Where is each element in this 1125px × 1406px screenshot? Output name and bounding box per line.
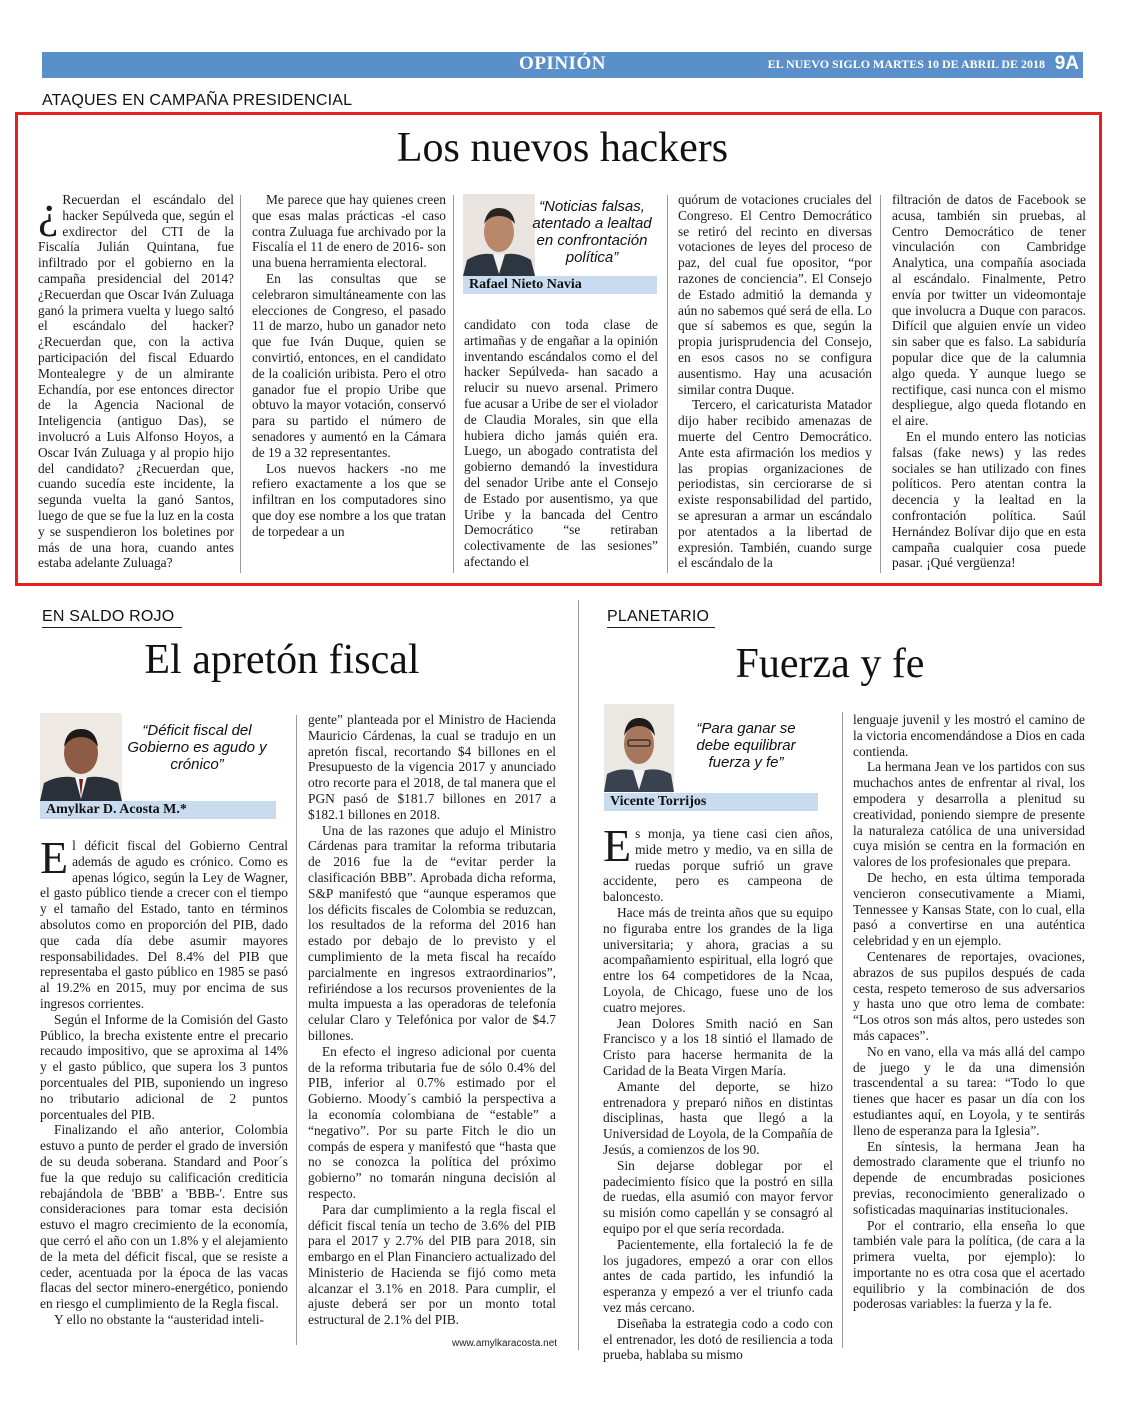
author-website: www.amylkaracosta.net — [452, 1338, 558, 1349]
paragraph: Tercero, el caricaturista Matador dijo haber recibido amenazas de muerte del Centro Democrático. Ante esta afirmación los medios y las propias organizaciones de periodistas, sin cerciorarse de si existe responsabilidad del partido, se apresuran a armar un escándalo por atentados a la libertad de expresión. También, cuando surge el escándalo de la — [678, 397, 872, 571]
paragraph: Amante del deporte, se hizo entrenadora y preparó niños en distintas disciplinas, hasta que llegó a la Universidad de Loyola, de la Compañía de Jesús, a comienzos de los 90. — [603, 1078, 833, 1157]
paragraph: Diseñaba la estrategia codo a codo con el entrenador, les dotó de resiliencia a toda prueba, hablaba su mismo — [603, 1315, 833, 1363]
paragraph: En efecto el ingreso adicional por cuenta de la reforma tributaria fue de sólo 0.4% del PIB, inferior al 0.7% estimado por el Gobierno. Moody´s cambió la perspectiva a la economía colombiana de “estable” a “negativo”. Por su parte Fitch le dio un compás de espera y manifestó que “hasta que no se conozca la política del próximo gobierno” no tomarán ninguna decisión al respecto. — [308, 1043, 556, 1201]
paragraph: No en vano, ella va más allá del campo de juego y le da una dimensión trascendental a su tarea: “Todo lo que tienes que hacer es pasar un día con los estudiantes aquí, en Loyola, y te sentirás lleno de esperanza para la Iglesia”. — [853, 1043, 1085, 1138]
article2-title: El apretón fiscal — [144, 637, 420, 683]
author-portrait-icon — [604, 704, 674, 792]
article3-column-1 — [603, 820, 833, 1363]
article2-dropcap: E — [40, 832, 69, 883]
article1-column-4 — [678, 192, 872, 571]
section-title: OPINIÓN — [519, 53, 606, 74]
column-divider — [240, 195, 241, 573]
paragraph: Centenares de reportajes, ovaciones, abrazos de sus pupilos después de cada cesta, respeto temeroso de sus adversarios y hasta uno que otro lema de combate: “Los otros son más altos, pero ustedes son más capaces”. — [853, 948, 1085, 1043]
article1-title: Los nuevos hackers — [396, 125, 729, 171]
author-photo-torrijos — [604, 704, 674, 792]
paragraph: En síntesis, la hermana Jean ha demostrado claramente que el triunfo no depende de encumbradas posiciones previas, reconocimiento generalizado o sofisticadas maquinarias institucionales. — [853, 1138, 1085, 1217]
article2-author: Amylkar D. Acosta M.* — [40, 801, 276, 819]
article1-kicker: ATAQUES EN CAMPAÑA PRESIDENCIAL — [42, 92, 353, 109]
paragraph: Finalizando el año anterior, Colombia estuvo a punto de perder el grado de inversión de su deuda soberana. Standard and Poor´s fue la que redujo su calificación crediticia rebajándola de 'BBB' a 'BBB-'. Entre sus consideraciones para tomar esta decisión estuvo el magro crecimiento de la economía, que cerró el año con un 1.8% y el alejamiento de la meta del déficit fiscal, que se resiste a ceder, acentuada por la época de las vacas flacas del sector minero-energético, poniendo en riesgo el cumplimiento de la Regla fiscal. — [40, 1122, 288, 1312]
article2-column-1 — [40, 832, 288, 1328]
article1-pull-quote: “Noticias falsas, atentado a lealtad en confrontación política” — [532, 198, 652, 266]
column-divider — [842, 712, 843, 1348]
author-portrait-icon — [463, 194, 535, 276]
column-divider — [667, 195, 668, 573]
author-photo-nieto — [463, 194, 535, 276]
article3-title: Fuerza y fe — [735, 641, 925, 687]
article3-pull-quote: “Para ganar se debe equilibrar fuerza y fe” — [696, 720, 796, 771]
paragraph: lenguaje juvenil y les mostró el camino de la victoria encomendándose a Dios en cada contienda. — [853, 712, 1085, 759]
paragraph: Para dar cumplimiento a la regla fiscal el déficit fiscal tenía un techo de 3.6% del PIB para el 2017 y 2.7% del PIB para 2018, sin embargo en el Plan Financiero actualizado del Ministerio de Hacienda se fijó como meta alcanzar el 3.1% en 2018. Para cumplir, el ajuste deberá ser por un monto total estructural de 2.1% del PIB. — [308, 1201, 556, 1328]
article3-author: Vicente Torrijos — [604, 793, 818, 811]
column-divider — [880, 195, 881, 573]
article3-col1-text: s monja, ya tiene casi cien años, mide metro y medio, va en silla de ruedas porque sufrió un grave accidente, pero es campeona de baloncesto. — [603, 826, 833, 905]
paragraph: En el mundo entero las noticias falsas (fake news) y las redes sociales se han utilizado con fines políticos. Pero atentan contra la decencia y la lealtad en la confrontación política. Saúl Hernández Bolívar dijo que en esta campaña cualquier cosa puede pasar. ¡Qué vergüenza! — [892, 428, 1086, 571]
paragraph: La hermana Jean ve los partidos con sus muchachos antes de enfrentar al rival, los empodera y desarrolla a plenitud su creatividad, poniendo siempre de presente la naturaleza católica de una universidad cuya misión se centra en la formación en valores de los profesionales que prepara. — [853, 759, 1085, 870]
article2-pull-quote: “Déficit fiscal del Gobierno es agudo y crónico” — [127, 722, 267, 773]
article2-kicker: EN SALDO ROJO — [42, 608, 175, 625]
paragraph: Pacientemente, ella fortaleció la fe de los jugadores, empezó a orar con ellos antes de cada partido, les infundió la esperanza y empezó a ver el triunfo cada vez más cercano. — [603, 1236, 833, 1315]
article3-column-2 — [853, 712, 1085, 1312]
page-number: 9A — [1054, 53, 1079, 74]
paragraph: Los nuevos hackers -no me refiero exactamente a los que se infiltran en los computadores sino que doy ese nombre a los que tratan de torpedear a un — [252, 460, 446, 539]
article1-column-3 — [464, 317, 658, 570]
article3-kicker: PLANETARIO — [607, 608, 710, 625]
paragraph: gente” planteada por el Ministro de Hacienda Mauricio Cárdenas, la cual se tradujo en un apretón fiscal, recortando $4 billones en el Presupuesto de la vigencia 2017 y anunciado otro recorte para el 2018, de tal manera que el PGN pasó de $181.7 billones en 2017 a $182.1 billones en 2018. — [308, 712, 556, 822]
paragraph: De hecho, en esta última temporada vencieron consecutivamente a Miami, Tennessee y Kansas State, con lo cual, ella pasó a convertirse en una auténtica celebridad y en un ejemplo. — [853, 869, 1085, 949]
article1-column-5 — [892, 192, 1086, 571]
section-divider — [578, 600, 579, 1350]
article3-dropcap: E — [603, 820, 632, 871]
paragraph: candidato con toda clase de artimañas y de engañar a la opinión inventando escándalos como el del hacker Sepúlveda- han sacado a relucir su nuevo arsenal. Primero fue acusar a Uribe de ser el violador de Claudia Morales, sin que ella hubiera dicho jamás quién era. Luego, un abogado contratista del gobierno demandó la investidura del senador Uribe ante el Consejo de Estado por ausentismo, ya que Uribe y la bancada del Centro Democrático “se retiraban colectivamente de las sesiones” afectando el — [464, 317, 658, 569]
newspaper-date: EL NUEVO SIGLO MARTES 10 DE ABRIL DE 2018 — [767, 57, 1045, 71]
article1-col1-text: Recuerdan el escándalo del hacker Sepúlveda que, según el exdirector del CTI de la Fiscalía Julián Quintana, fue infiltrado por el gobierno en la campaña presidencial del 2014? ¿Recuerdan que Oscar Iván Zuluaga ganó la primera vuelta y luego saltó el escándalo del hacker? ¿Recuerdan que, con la activa participación del fiscal Eduardo Montealegre y de un almirante Echandía, por ese entonces director de la Agencia Nacional de Inteligencia (antiguo Das), se involucró a Luis Alfonso Hoyos, a Oscar Iván Zuluaga y al propio hijo del candidato? ¿Recuerdan que, cuando sucedía este incidente, la segunda vuelta la ganó Santos, luego de que se fue la luz en la costa y se suspendieron los boletines por más de una hora, cuando antes estaba adelante Zuluaga? — [38, 192, 234, 571]
article1-column-2 — [252, 192, 446, 540]
paragraph: quórum de votaciones cruciales del Congreso. El Centro Democrático se retiró del recinto en diversas votaciones de leyes del proceso de paz, del cual fue opositor, “por razones de conciencia”. El Consejo de Estado admitió la demanda y aún no sabemos qué será de ella. Lo que sí sabemos es que, según la propia jurisprudencia del Consejo, en esos casos no se configura ausentismo. Hay una acusación similar contra Duque. — [678, 192, 872, 397]
column-divider — [296, 715, 297, 1345]
paragraph: Según el Informe de la Comisión del Gasto Público, la brecha existente entre el precario recaudo impositivo, que se aproxima al 14% y el gasto público, que supera los 3 puntos porcentuales del PIB, suponiendo un ingreso no tributario adicional de 2 puntos porcentuales del PIB. — [40, 1011, 288, 1122]
paragraph: En las consultas que se celebraron simultáneamente con las elecciones de Congreso, el pasado 11 de marzo, hubo un ganador neto que fue Iván Duque, quien se convirtió, entonces, en el candidato de la coalición uribista. Pero el otro ganador fue el propio Uribe que obtuvo la mayor votación, conservó para su partido el número de senadores y aumentó en la Cámara de 19 a 32 representantes. — [252, 270, 446, 460]
article2-column-2 — [308, 712, 556, 1328]
author-portrait-icon — [40, 713, 122, 801]
page-header-bar — [42, 52, 1083, 78]
paragraph: filtración de datos de Facebook se acusa, también sin pruebas, al Centro Democrático de tener vinculación con Cambridge Analytica, una compañía asociada al escándalo. Finalmente, Petro envía por twitter un videomontaje que involucra a Duque con paracos. Difícil que alguien envíe un video sin saber que es falso. La sabiduría popular dice que de la calumnia algo queda. Y aunque luego se rectifique, casi nunca con el mismo despliegue, algo queda flotando en el aire. — [892, 192, 1086, 429]
paragraph: Sin dejarse doblegar por el padecimiento físico que la postró en silla de ruedas, ella asumió con mayor fervor su misión como capellán y se consagró al equipo por el que sería recordada. — [603, 1157, 833, 1236]
article2-kicker-rule — [42, 627, 182, 628]
article3-kicker-rule — [607, 627, 715, 628]
paragraph: Me parece que hay quienes creen que esas malas prácticas -el caso contra Zuluaga fue archivado por la Fiscalía el 11 de enero de 2016- son una buena herramienta electoral. — [252, 192, 446, 271]
article1-author: Rafael Nieto Navia — [463, 276, 657, 294]
article1-column-1 — [38, 186, 234, 571]
paragraph: Por el contrario, ella enseña lo que también vale para la política, (de cara a la primera vuelta, por ejemplo): lo importante no es otra cosa que el acertado equilibrio y la combinación de dos poderosas variables: la fuerza y la fe. — [853, 1217, 1085, 1312]
article1-dropcap: ¿ — [38, 186, 59, 237]
paragraph: Una de las razones que adujo el Ministro Cárdenas para tramitar la reforma tributaria de 2016 fue la de “evitar perder la clasificación BBB”. Aprobada dicha reforma, S&P manifestó que “aunque esperamos que los déficits fiscales de Colombia se reduzcan, los resultados de la reforma del 2016 han estado por debajo de lo previsto y el cumplimiento de la meta fiscal ha recaído parcialmente en ingresos extraordinarios”, refiriéndose a los recursos provenientes de la multa impuesta a las operadoras de telefonía celular Claro y Telefónica por valor de $4.7 billones. — [308, 822, 556, 1043]
paragraph: Hace más de treinta años que su equipo no figuraba entre los grandes de la liga universitaria; y ahora, gracias a su acompañamiento espiritual, ella logró que entre los 64 competidores de la Ncaa, Loyola, de Chicago, fuese uno de los cuatro mejores. — [603, 904, 833, 1015]
article2-col1-text: l déficit fiscal del Gobierno Central además de agudo es crónico. Como es apenas lógico, según la Ley de Wagner, el gasto público tiende a crecer con el tiempo y el tamaño del Estado, tanto en términos absolutos como en proporción del PIB, dado que cada día debe asumir mayores responsabilidades. Del 8.4% del PIB que representaba el gasto público en 1985 se pasó al 19.2% en 2015, muy por encima de sus ingresos corrientes. — [40, 838, 288, 1011]
column-divider — [453, 195, 454, 573]
author-photo-acosta — [40, 713, 122, 801]
paragraph: Y ello no obstante la “austeridad inteli- — [54, 1311, 264, 1327]
paragraph: Jean Dolores Smith nació en San Francisco y a los 18 sintió el llamado de Cristo para hacerse hermanita de la Caridad de la Beata Virgen María. — [603, 1015, 833, 1078]
